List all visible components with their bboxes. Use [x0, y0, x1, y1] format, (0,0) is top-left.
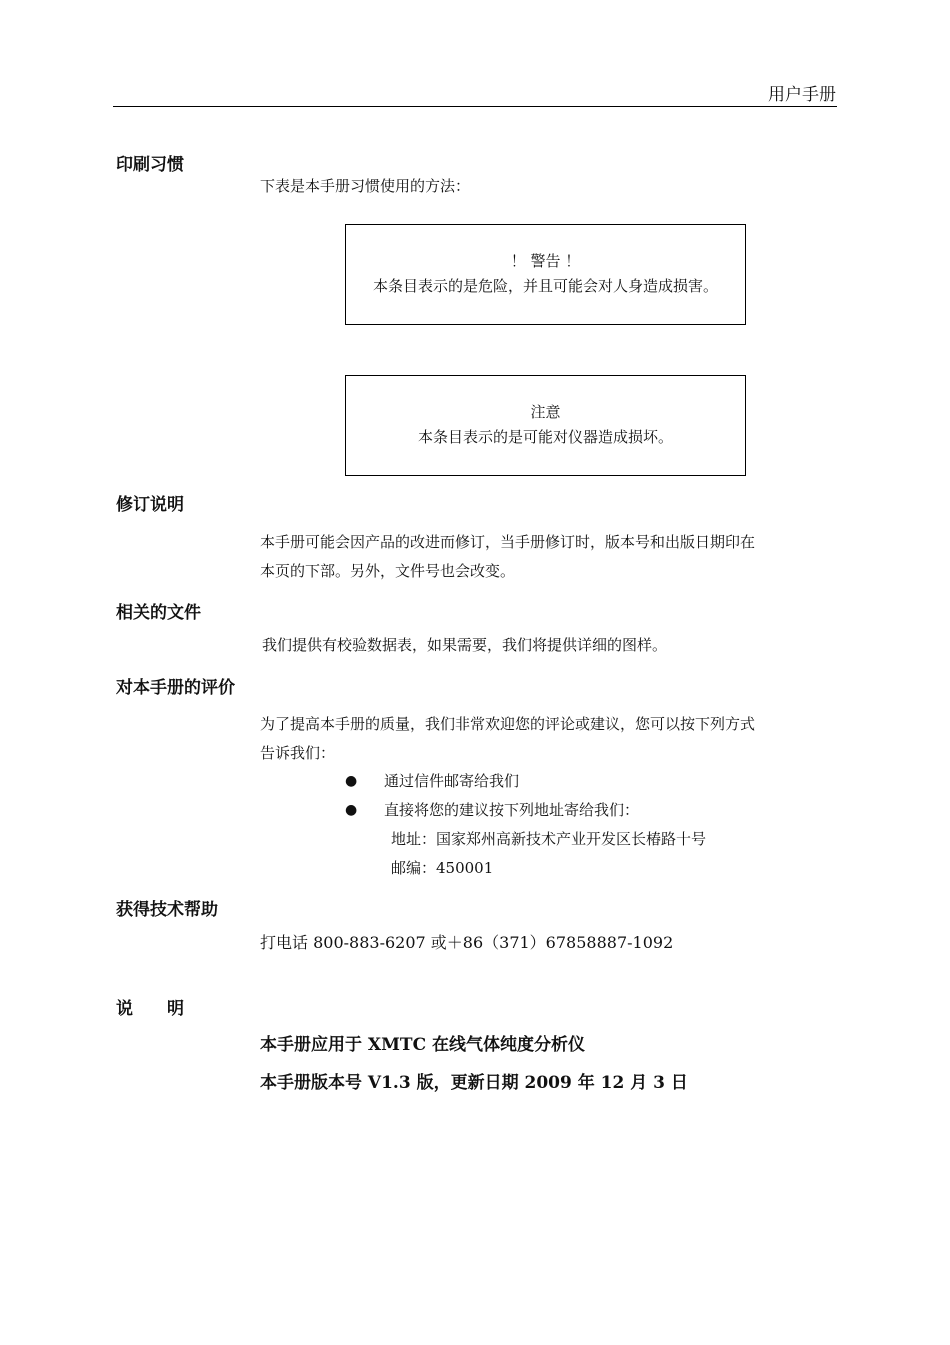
- revision-line-2: 本页的下部。另外，文件号也会改变。: [260, 562, 516, 580]
- bullet-item: 直接将您的建议按下列地址寄给我们：: [384, 801, 640, 819]
- postcode-line: 邮编：450001: [391, 859, 494, 877]
- support-heading: 获得技术帮助: [116, 900, 218, 920]
- notes-line-1: 本手册应用于 XMTC 在线气体纯度分析仪: [260, 1035, 586, 1055]
- bullet-item: 通过信件邮寄给我们: [384, 772, 520, 790]
- warning-box: [345, 224, 746, 325]
- caution-box: [345, 375, 746, 476]
- running-header: 用户手册: [768, 85, 836, 105]
- caution-text: 本条目表示的是可能对仪器造成损坏。: [417, 428, 673, 446]
- feedback-heading: 对本手册的评价: [116, 678, 235, 698]
- feedback-line-2: 告诉我们：: [260, 744, 336, 762]
- address-line: 地址：国家郑州高新技术产业开发区长椿路十号: [391, 830, 707, 848]
- printing-heading: 印刷习惯: [116, 155, 184, 175]
- related-heading: 相关的文件: [116, 603, 201, 623]
- warning-text: 本条目表示的是危险，并且可能会对人身造成损害。: [372, 277, 718, 295]
- notes-line-2: 本手册版本号 V1.3 版，更新日期 2009 年 12 月 3 日: [260, 1073, 688, 1093]
- bullet-dot: ●: [345, 802, 358, 818]
- header-divider: [113, 106, 837, 107]
- printing-intro: 下表是本手册习惯使用的方法：: [260, 177, 471, 195]
- revision-line-1: 本手册可能会因产品的改进而修订，当手册修订时，版本号和出版日期印在: [260, 533, 756, 551]
- notes-heading: 说 明: [116, 999, 184, 1019]
- feedback-line-1: 为了提高本手册的质量，我们非常欢迎您的评论或建议，您可以按下列方式: [260, 715, 756, 733]
- revision-heading: 修订说明: [116, 495, 184, 515]
- caution-title: 注意: [530, 403, 561, 421]
- support-phone: 打电话 800-883-6207 或＋86（371）67858887-1092: [260, 933, 674, 952]
- related-text: 我们提供有校验数据表，如果需要，我们将提供详细的图样。: [262, 636, 668, 654]
- warning-title: ！ 警告 ！: [510, 252, 581, 270]
- bullet-dot: ●: [345, 773, 358, 789]
